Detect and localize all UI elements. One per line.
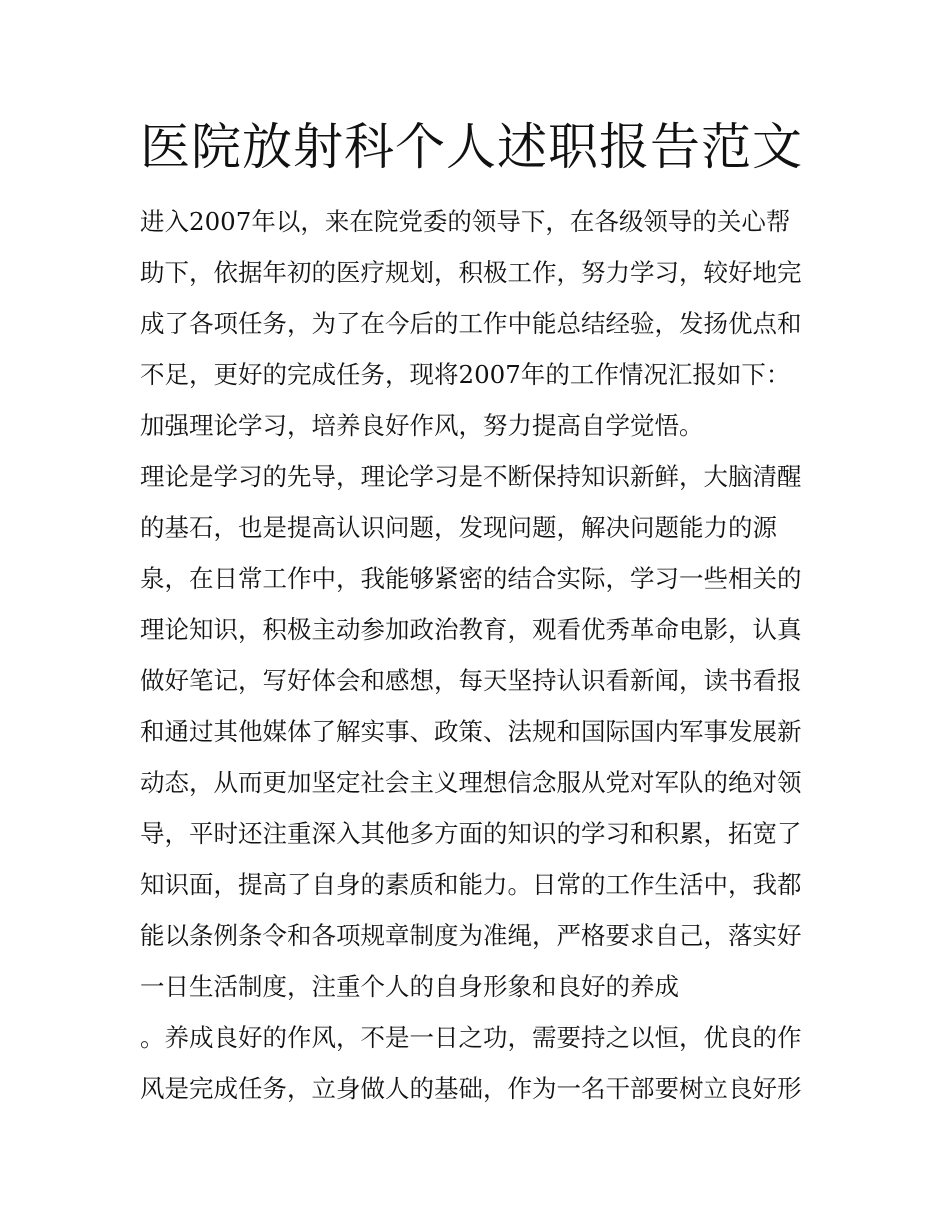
text-line: 和通过其他媒体了解实事、政策、法规和国际国内军事发展新 (140, 717, 802, 746)
text-line: 动态，从而更加坚定社会主义理想信念服从党对军队的绝对领 (140, 768, 802, 797)
text-line: 进入2007年以，来在院党委的领导下，在各级领导的关心帮 (140, 207, 791, 236)
text-line: 助下，依据年初的医疗规划，积极工作，努力学习，较好地完 (140, 258, 802, 287)
text-line: 做好笔记，写好体会和感想，每天坚持认识看新闻，读书看报 (140, 666, 802, 695)
section-heading-line: 加强理论学习，培养良好作风，努力提高自学觉悟。 (140, 411, 704, 440)
text-line: 导，平时还注重深入其他多方面的知识的学习和积累，拓宽了 (140, 819, 802, 848)
text-line: 一日生活制度，注重个人的自身形象和良好的养成 (140, 972, 679, 1001)
text-line: 风是完成任务，立身做人的基础，作为一名干部要树立良好形 (140, 1074, 802, 1103)
text-line: 的基石，也是提高认识问题，发现问题，解决问题能力的源 (140, 513, 777, 542)
text-line: 理论知识，积极主动参加政治教育，观看优秀革命电影，认真 (140, 615, 802, 644)
text-line: 能以条例条令和各项规章制度为准绳，严格要求自己，落实好 (140, 921, 802, 950)
text-line: 知识面，提高了自身的素质和能力。日常的工作生活中，我都 (140, 870, 802, 899)
document-title: 医院放射科个人述职报告范文 (140, 118, 803, 176)
text-line: 。养成良好的作风，不是一日之功，需要持之以恒，优良的作 (140, 1023, 802, 1052)
text-line: 成了各项任务，为了在今后的工作中能总结经验，发扬优点和 (140, 309, 802, 338)
document-body (140, 196, 820, 1114)
text-line: 不足，更好的完成任务，现将2007年的工作情况汇报如下： (140, 360, 791, 389)
text-line: 泉，在日常工作中，我能够紧密的结合实际，学习一些相关的 (140, 564, 802, 593)
text-line: 理论是学习的先导，理论学习是不断保持知识新鲜，大脑清醒 (140, 462, 802, 491)
